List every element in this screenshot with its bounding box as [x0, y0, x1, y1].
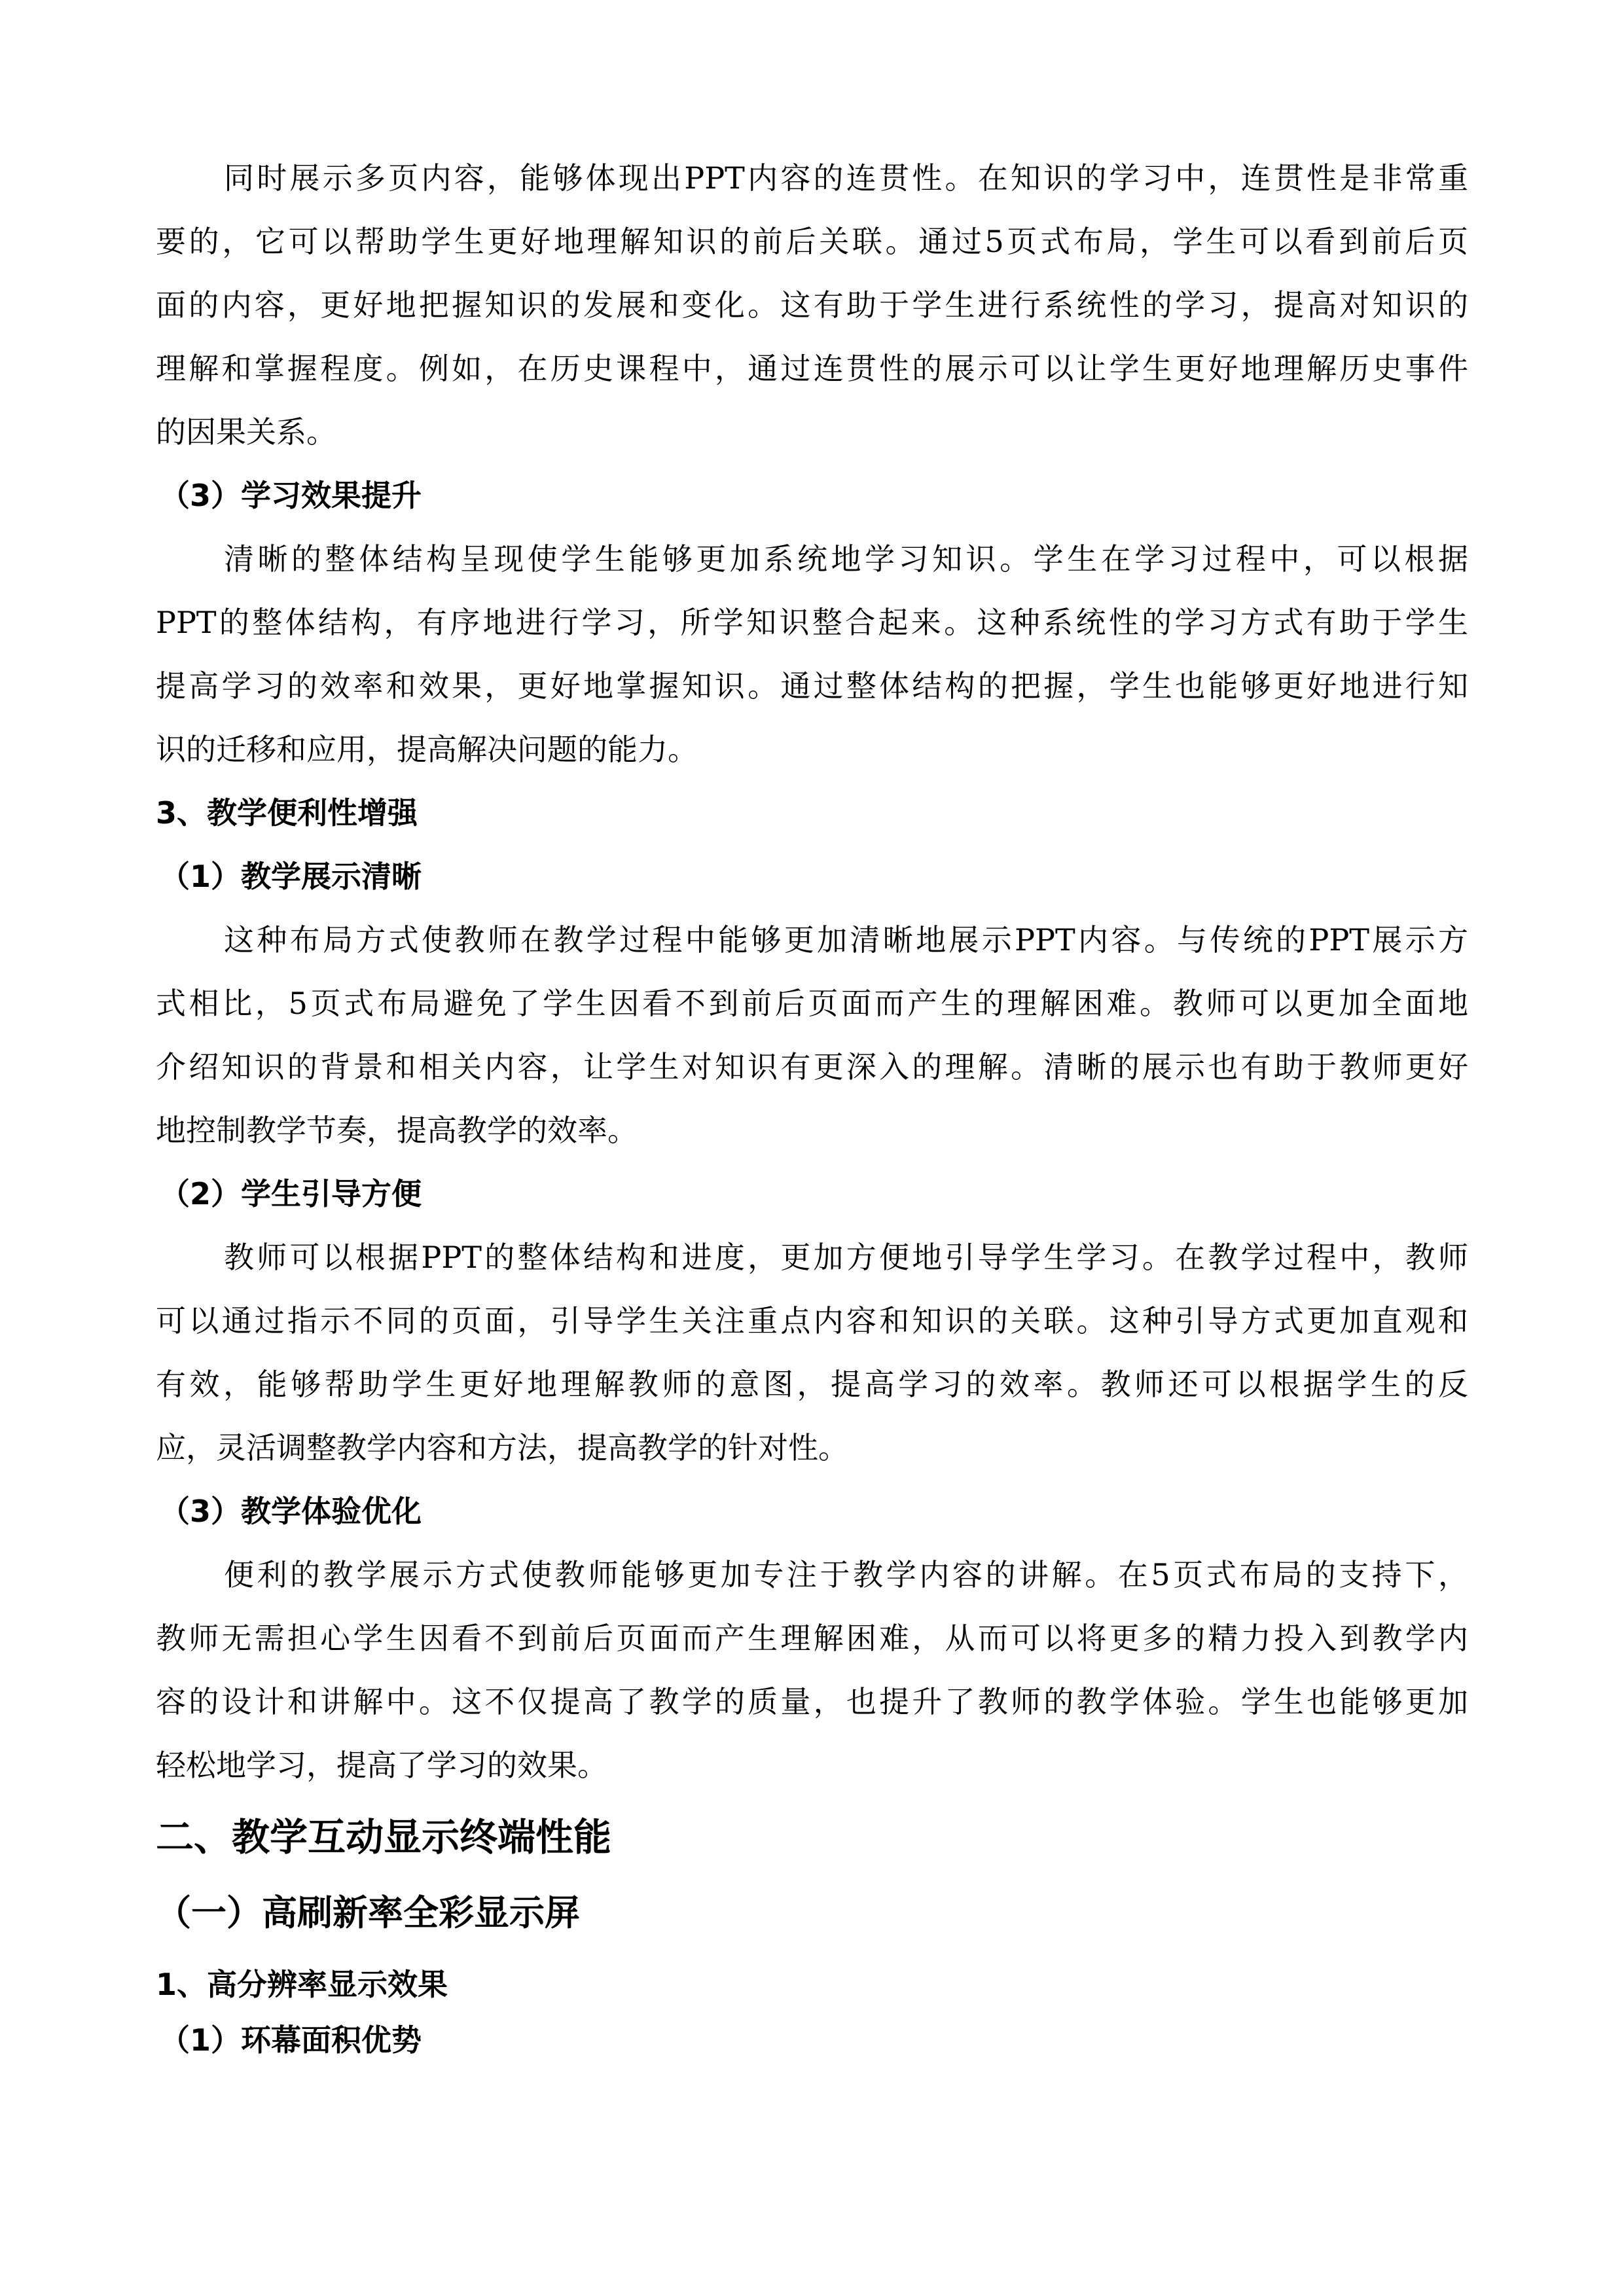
paragraph-line: 式相比，5页式布局避免了学生因看不到前后页面而产生的理解困难。教师可以更加全面地 [156, 986, 1468, 1021]
paragraph-line: PPT的整体结构，有序地进行学习，所学知识整合起来。这种系统性的学习方式有助于学生 [156, 605, 1468, 640]
paragraph-line: 的因果关系。 [156, 414, 336, 450]
paragraph-line: 介绍知识的背景和相关内容，让学生对知识有更深入的理解。清晰的展示也有助于教师更好 [156, 1049, 1468, 1085]
paragraph-line: 可以通过指示不同的页面，引导学生关注重点内容和知识的关联。这种引导方式更加直观和 [156, 1303, 1468, 1338]
paragraph-line: 理解和掌握程度。例如，在历史课程中，通过连贯性的展示可以让学生更好地理解历史事件 [156, 351, 1468, 386]
subsection-heading: （一）高刷新率全彩显示屏 [156, 1892, 580, 1933]
subheading-learning-effect: （3）学习效果提升 [160, 478, 422, 513]
paragraph-line: 要的，它可以帮助学生更好地理解知识的前后关联。通过5页式布局，学生可以看到前后页 [156, 224, 1468, 259]
paragraph-line: 提高学习的效率和效果，更好地掌握知识。通过整体结构的把握，学生也能够更好地进行知 [156, 668, 1468, 704]
subheading-teaching-convenience: 3、教学便利性增强 [156, 795, 418, 831]
subheading-teaching-experience: （3）教学体验优化 [160, 1494, 422, 1529]
paragraph-line: 清晰的整体结构呈现使学生能够更加系统地学习知识。学生在学习过程中，可以根据 [224, 541, 1468, 577]
subheading-high-resolution: 1、高分辨率显示效果 [156, 1967, 448, 2002]
paragraph-line: 识的迁移和应用，提高解决问题的能力。 [156, 732, 698, 767]
subheading-student-guidance: （2）学生引导方便 [160, 1176, 422, 1211]
subheading-screen-area: （1）环幕面积优势 [160, 2022, 422, 2058]
paragraph-line: 应，灵活调整教学内容和方法，提高教学的针对性。 [156, 1430, 848, 1465]
paragraph-line: 有效，能够帮助学生更好地理解教师的意图，提高学习的效率。教师还可以根据学生的反 [156, 1367, 1468, 1402]
paragraph-line: 教师可以根据PPT的整体结构和进度，更加方便地引导学生学习。在教学过程中，教师 [224, 1240, 1468, 1275]
paragraph-line: 面的内容，更好地把握知识的发展和变化。这有助于学生进行系统性的学习，提高对知识的 [156, 287, 1468, 323]
paragraph-line: 这种布局方式使教师在教学过程中能够更加清晰地展示PPT内容。与传统的PPT展示方 [224, 922, 1468, 958]
paragraph-line: 容的设计和讲解中。这不仅提高了教学的质量，也提升了教师的教学体验。学生也能够更加 [156, 1684, 1468, 1719]
paragraph-line: 教师无需担心学生因看不到前后页面而产生理解困难，从而可以将更多的精力投入到教学内 [156, 1621, 1468, 1656]
paragraph-line: 便利的教学展示方式使教师能够更加专注于教学内容的讲解。在5页式布局的支持下， [224, 1557, 1468, 1592]
subheading-clear-display: （1）教学展示清晰 [160, 859, 422, 894]
paragraph-line: 同时展示多页内容，能够体现出PPT内容的连贯性。在知识的学习中，连贯性是非常重 [224, 160, 1468, 196]
paragraph-line: 轻松地学习，提高了学习的效果。 [156, 1748, 607, 1783]
paragraph-line: 地控制教学节奏，提高教学的效率。 [156, 1113, 638, 1148]
section-heading: 二、教学互动显示终端性能 [156, 1815, 612, 1859]
